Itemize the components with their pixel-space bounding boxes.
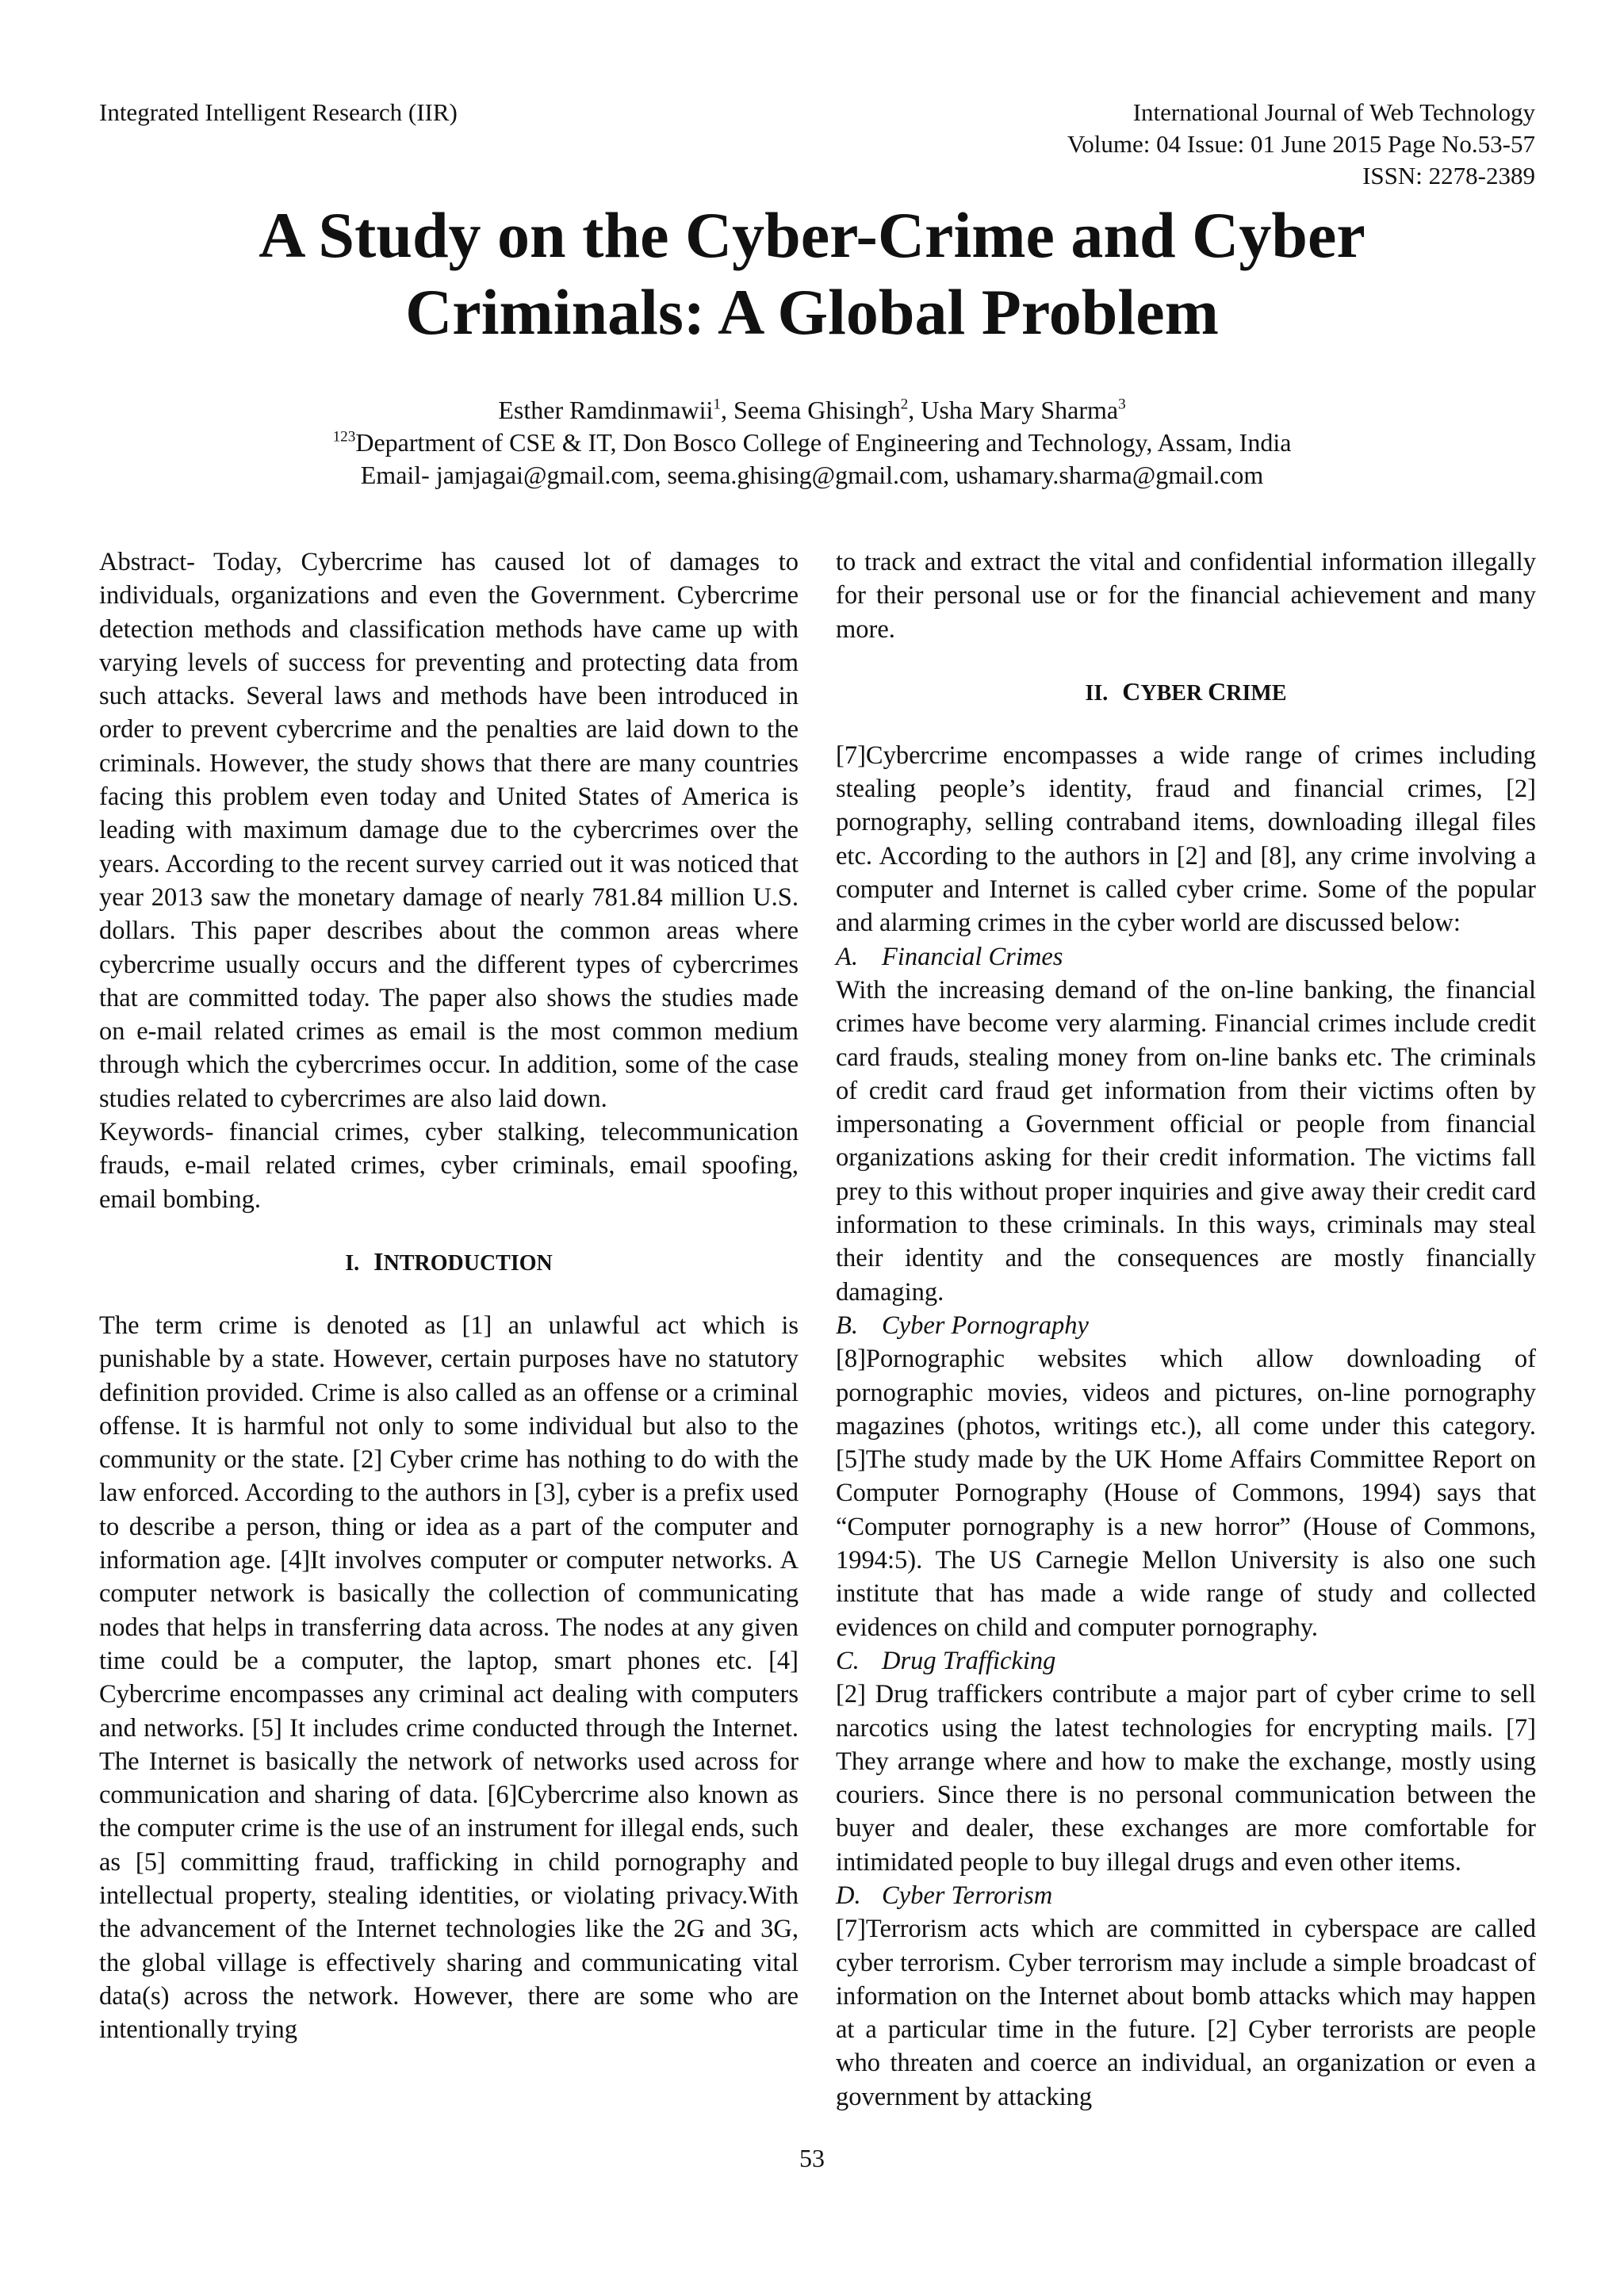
- introduction-text: The term crime is denoted as [1] an unlawful act which is punishable by a state. However, certain purposes have no statutory definition provided. Crime is also called as an offense or a criminal offense. It is harmful not only to some individual but also to the community or the state. [2] Cyber crime has nothing to do with the law enforced. According to the authors in [3], cyber is a prefix used to describe a person, thing or idea as a part of the computer and information age. [4]It involves computer or computer networks. A computer network is basically the collection of communicating nodes that helps in transferring data across. The nodes at any given time could be a computer, the laptop, smart phones etc. [4] Cybercrime encompasses any criminal act dealing with computers and networks. [5] It includes crime conducted through the Internet. The Internet is basically the network of networks used across for communication and sharing of data. [6]Cybercrime also known as the computer crime is the use of an instrument for illegal ends, such as [5] committing fraud, trafficking in child pornography and intellectual property, stealing identities, or violating privacy.With the advancement of the Internet technologies like the 2G and 3G, the global village is effectively sharing and communicating vital data(s) across the network. However, there are some who are intentionally trying: [99, 1311, 799, 2045]
- author-3: Usha Mary Sharma: [921, 396, 1119, 424]
- author-block: [0, 394, 1624, 492]
- author-1-affil: 1: [713, 396, 721, 413]
- subsection-heading-drug-trafficking: C. Drug Trafficking: [836, 1646, 1056, 1675]
- section-heading-introduction: I. INTRODUCTION: [345, 1246, 553, 1276]
- affiliation-text: Department of CSE & IT, Don Bosco College of Engineering and Technology, Assam, India: [355, 428, 1292, 457]
- subsection-heading-financial-crimes: A. Financial Crimes: [836, 942, 1063, 971]
- affiliation-marker: 123: [332, 428, 356, 446]
- journal-name: International Journal of Web Technology: [1132, 98, 1535, 126]
- title-line-2: Criminals: A Global Problem: [405, 276, 1219, 348]
- affiliation: [0, 427, 1624, 459]
- author-1: Esther Ramdinmawii: [498, 396, 714, 424]
- abstract-text: Today, Cybercrime has caused lot of damages to individuals, organizations and even the Government. Cybercrime detection methods and classification methods have came up with varying levels of success for preventing and protecting data from such attacks. Several laws and methods have been introduced in order to prevent cybercrime and the penalties are laid down to the criminals. However, the study shows that there are many countries facing this problem even today and United States of America is leading with maximum damage due to the cybercrimes over the years. According to the recent survey carried out it was noticed that year 2013 saw the monetary damage of nearly 781.84 million U.S. dollars. This paper describes about the common areas where cybercrime usually occurs and the different types of cybercrimes that are committed today. The paper also shows the studies made on e-mail related crimes as email is the most common medium through which the cybercrimes occur. In addition, some of the case studies related to cybercrimes are also laid down.: [99, 548, 799, 1113]
- abstract-label: Abstract-: [99, 548, 195, 576]
- running-header-right: [1067, 97, 1535, 192]
- subsection-heading-cyber-terrorism: D. Cyber Terrorism: [836, 1881, 1053, 1910]
- page-number: 53: [799, 2144, 825, 2172]
- financial-crimes-text: With the increasing demand of the on-line banking, the financial crimes have become very alarming. Financial crimes include credit card frauds, stealing money from on-line banks etc. The criminals of credit card fraud get information from their victims often by impersonating a Government official or people from financial organizations asking for their credit information. The victims fall prey to this without proper inquiries and give away their credit card information to these criminals. In this ways, criminals may steal their identity and the consequences are mostly financially damaging.: [836, 975, 1536, 1307]
- cyber-terrorism-text: [7]Terrorism acts which are committed in cyberspace are called cyber terrorism. Cyber terrorism may include a simple broadcast of information on the Internet about bomb attacks which may happen at a particular time in the future. [2] Cyber terrorists are people who threaten and coerce an individual, an organization or even a government by attacking: [836, 1915, 1536, 2111]
- paper-title: [0, 197, 1624, 350]
- cyber-pornography-text: [8]Pornographic websites which allow downloading of pornographic movies, videos and pictures, on-line pornography magazines (photos, writings etc.), all come under this category. [5]The study made by the UK Home Affairs Committee Report on Computer Pornography (House of Commons, 1994) says that “Computer pornography is a new horror” (House of Commons, 1994:5). The US Carnegie Mellon University is also one such institute that has made a wide range of study and collected evidences on child and computer pornography.: [836, 1345, 1536, 1642]
- author-2: Seema Ghisingh: [733, 396, 901, 424]
- right-column: [836, 545, 1536, 2114]
- left-column: [99, 545, 799, 2046]
- issn: ISSN: 2278-2389: [1362, 162, 1535, 189]
- abstract: [99, 545, 799, 1115]
- introduction-continuation: to track and extract the vital and confidential information illegally for their personal use or for the financial achievement and many more.: [836, 548, 1536, 644]
- running-header-left: Integrated Intelligent Research (IIR): [99, 98, 458, 126]
- keywords: [99, 1115, 799, 1216]
- section-heading-cyber-crime: II. CYBER CRIME: [1085, 676, 1287, 706]
- keywords-text: financial crimes, cyber stalking, telecommunication frauds, e-mail related crimes, cyber criminals, email spoofing, email bombing.: [99, 1118, 799, 1214]
- drug-trafficking-text: [2] Drug traffickers contribute a major part of cyber crime to sell narcotics using the latest technologies for encrypting mails. [7] They arrange where and how to make the exchange, mostly using couriers. Since there is no personal communication between the buyer and dealer, these exchanges are more comfortable for intimidated people to buy illegal drugs and even other items.: [836, 1680, 1536, 1877]
- volume-issue-line: Volume: 04 Issue: 01 June 2015 Page No.53-57: [1067, 130, 1535, 158]
- author-2-affil: 2: [900, 396, 909, 413]
- title-line-1: A Study on the Cyber-Crime and Cyber: [259, 199, 1365, 271]
- subsection-heading-cyber-pornography: B. Cyber Pornography: [836, 1311, 1089, 1340]
- cyber-crime-intro: [7]Cybercrime encompasses a wide range of crimes including stealing people’s identity, fraud and financial crimes, [2] pornography, selling contraband items, downloading illegal files etc. According to the authors in [2] and [8], any crime involving a computer and Internet is called cyber crime. Some of the popular and alarming crimes in the cyber world are discussed below:: [836, 740, 1536, 938]
- keywords-label: Keywords-: [99, 1118, 214, 1147]
- author-3-affil: 3: [1118, 396, 1126, 413]
- author-emails: Email- jamjagai@gmail.com, seema.ghising@gmail.com, ushamary.sharma@gmail.com: [360, 461, 1264, 489]
- author-list: Esther Ramdinmawii$^1$, Seema Ghisingh$^2$, Usha Mary Sharma$^3$: [498, 396, 1126, 424]
